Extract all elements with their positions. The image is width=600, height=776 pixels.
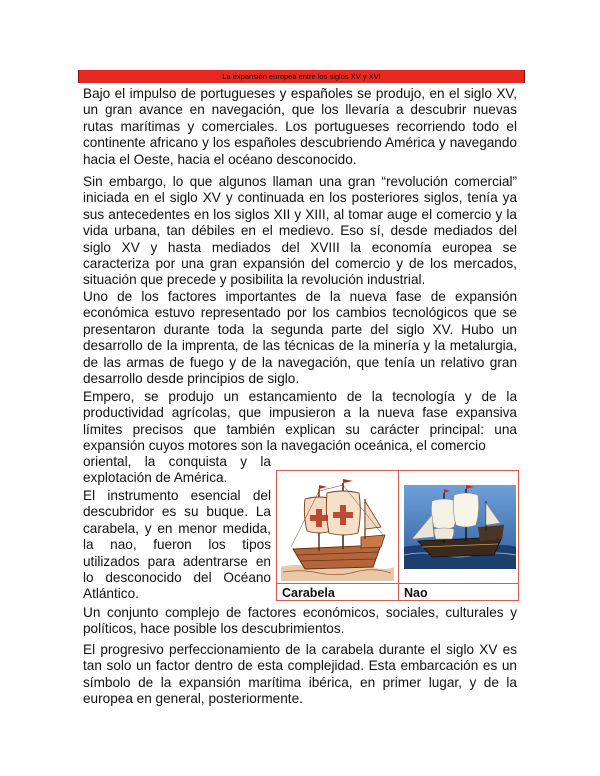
paragraph-1: Bajo el impulso de portugueses y españoles se produjo, en el siglo XV, un gran avance en navegación, que los llevaría a descubrir nuevas rutas marítimas y comerciales. Los portugueses recorriendo todo el continente africano y los españoles descubriendo América y navegando hacia el Oeste, hacia el océano desconocido.: [83, 86, 517, 167]
caption-carabela: Carabela: [282, 586, 335, 600]
paragraph-7: El progresivo perfeccionamiento de la carabela durante el siglo XV es tan solo un factor dentro de esta complejidad. Esta embarcación es un símbolo de la expansión marítima ibérica, en primer lugar, y de la europea en general, posteriormente.: [83, 642, 517, 707]
paragraph-6: Un conjunto complejo de factores económicos, sociales, culturales y políticos, hace posible los descubrimientos.: [83, 605, 517, 637]
table-divider-vertical: [398, 471, 399, 600]
paragraph-5: El instrumento esencial del descubridor es su buque. La carabela, y en menor medida, la nao, fueron los tipos utilizados para adentrarse en lo desconocido del Océano Atlántico.: [83, 488, 271, 602]
carabela-illustration: [281, 479, 394, 581]
paragraph-4-wide: Empero, se produjo un estancamiento de la tecnología y de la productividad agrícolas, que impusieron a la nueva fase expansiva límites precisos que también explican su carácter principal: una expansión cuyos motores son la navegación oceánica, el comercio: [83, 389, 517, 454]
header-title: La expansión europea entre los siglos XV y XVI: [222, 72, 381, 81]
caption-nao: Nao: [404, 586, 428, 600]
paragraph-4-narrow: oriental, la conquista y la explotación de América.: [83, 454, 271, 486]
page-header-banner: [78, 70, 525, 83]
ships-figure-table: [276, 470, 519, 601]
nao-illustration: [404, 485, 516, 569]
paragraph-3: Uno de los factores importantes de la nueva fase de expansión económica estuvo representado por los cambios tecnológicos que se presentaron durante toda la segunda parte del siglo XV. Hubo un desarrollo de la imprenta, de las técnicas de la minería y la metalurgia, de las armas de fuego y de la navegación, que tenía un relativo gran desarrollo desde principios de siglo.: [83, 289, 517, 387]
paragraph-2: Sin embargo, lo que algunos llaman una gran “revolución comercial” iniciada en el siglo XV y continuada en los posteriores siglos, tenía ya sus antecedentes en los siglos XII y XIII, al tomar auge el comercio y la vida urbana, tan débiles en el medievo. Eso sí, desde mediados del siglo XV y hasta mediados del XVIII la economía europea se caracteriza por una gran expansión del comercio y de los mercados, situación que precede y posibilita la revolución industrial.: [83, 174, 517, 288]
